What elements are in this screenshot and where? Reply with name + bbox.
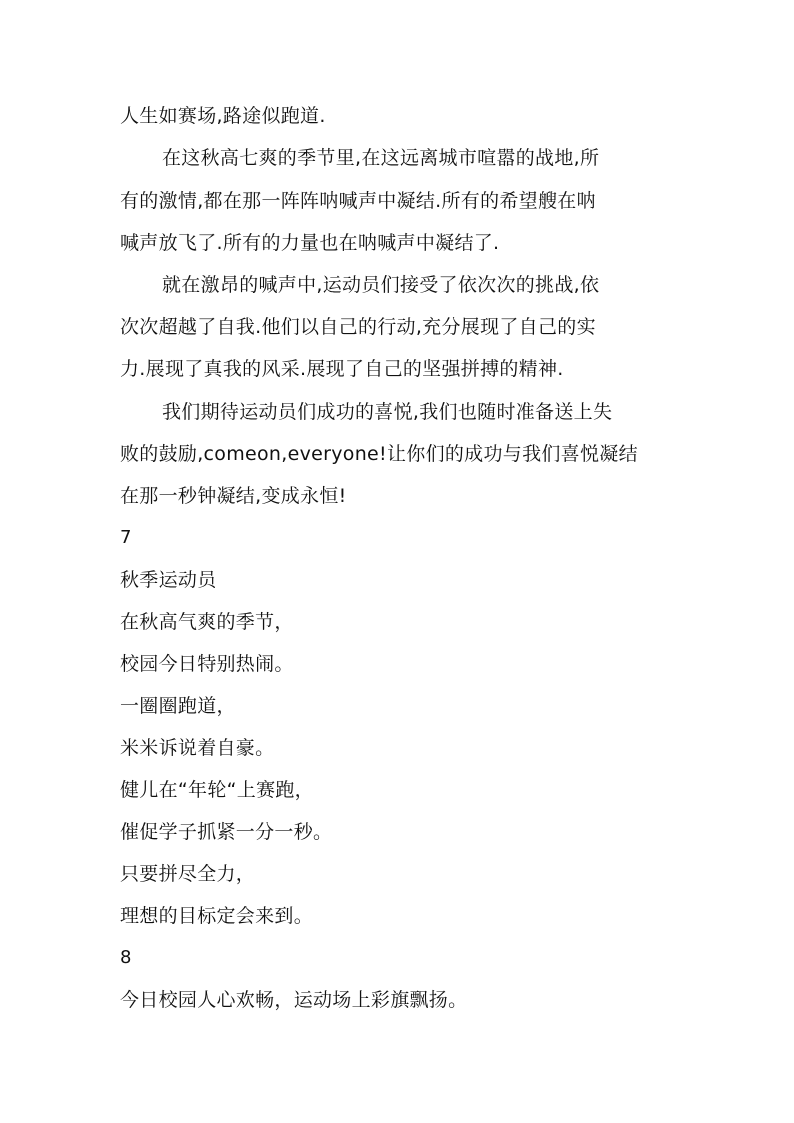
poem-line: 米米诉说着自豪。 (120, 737, 275, 759)
text-line: 今日校园人心欢畅，运动场上彩旗飘扬。 (120, 989, 468, 1011)
text-line: 在那一秒钟凝结,变成永恒! (120, 485, 347, 507)
text-line: 人生如赛场,路途似跑道. (120, 105, 326, 127)
poem-line: 校园今日特别热闹。 (120, 653, 294, 675)
section-number: 7 (120, 527, 132, 548)
text-line: 有的激情,都在那一阵阵呐喊声中凝结.所有的希望艘在呐 (120, 190, 596, 212)
text-line: 喊声放飞了.所有的力量也在呐喊声中凝结了. (120, 232, 500, 254)
section-number: 8 (120, 947, 132, 968)
paragraph-first-line: 在这秋高七爽的季节里,在这远离城市喧嚣的战地,所 (162, 147, 600, 169)
paragraph-first-line: 就在激昂的喊声中,运动员们接受了依次次的挑战,依 (162, 274, 600, 296)
text-line: 败的鼓励,comeon,everyone!让你们的成功与我们喜悦凝结 (120, 443, 638, 465)
poem-line: 理想的目标定会来到。 (120, 905, 314, 927)
text-line: 次次超越了自我.他们以自己的行动,充分展现了自己的实 (120, 316, 596, 338)
poem-line: 只要拼尽全力， (120, 863, 256, 885)
poem-line: 催促学子抓紧一分一秒。 (120, 821, 333, 843)
poem-line: 一圈圈跑道， (120, 695, 236, 717)
poem-line: 在秋高气爽的季节， (120, 611, 294, 633)
poem-title: 秋季运动员 (120, 569, 217, 591)
paragraph-first-line: 我们期待运动员们成功的喜悦,我们也随时准备送上失 (162, 401, 613, 423)
poem-line: 健儿在“年轮“上赛跑， (120, 779, 314, 801)
text-line: 力.展现了真我的风采.展现了自己的坚强拼搏的精神. (120, 358, 564, 380)
